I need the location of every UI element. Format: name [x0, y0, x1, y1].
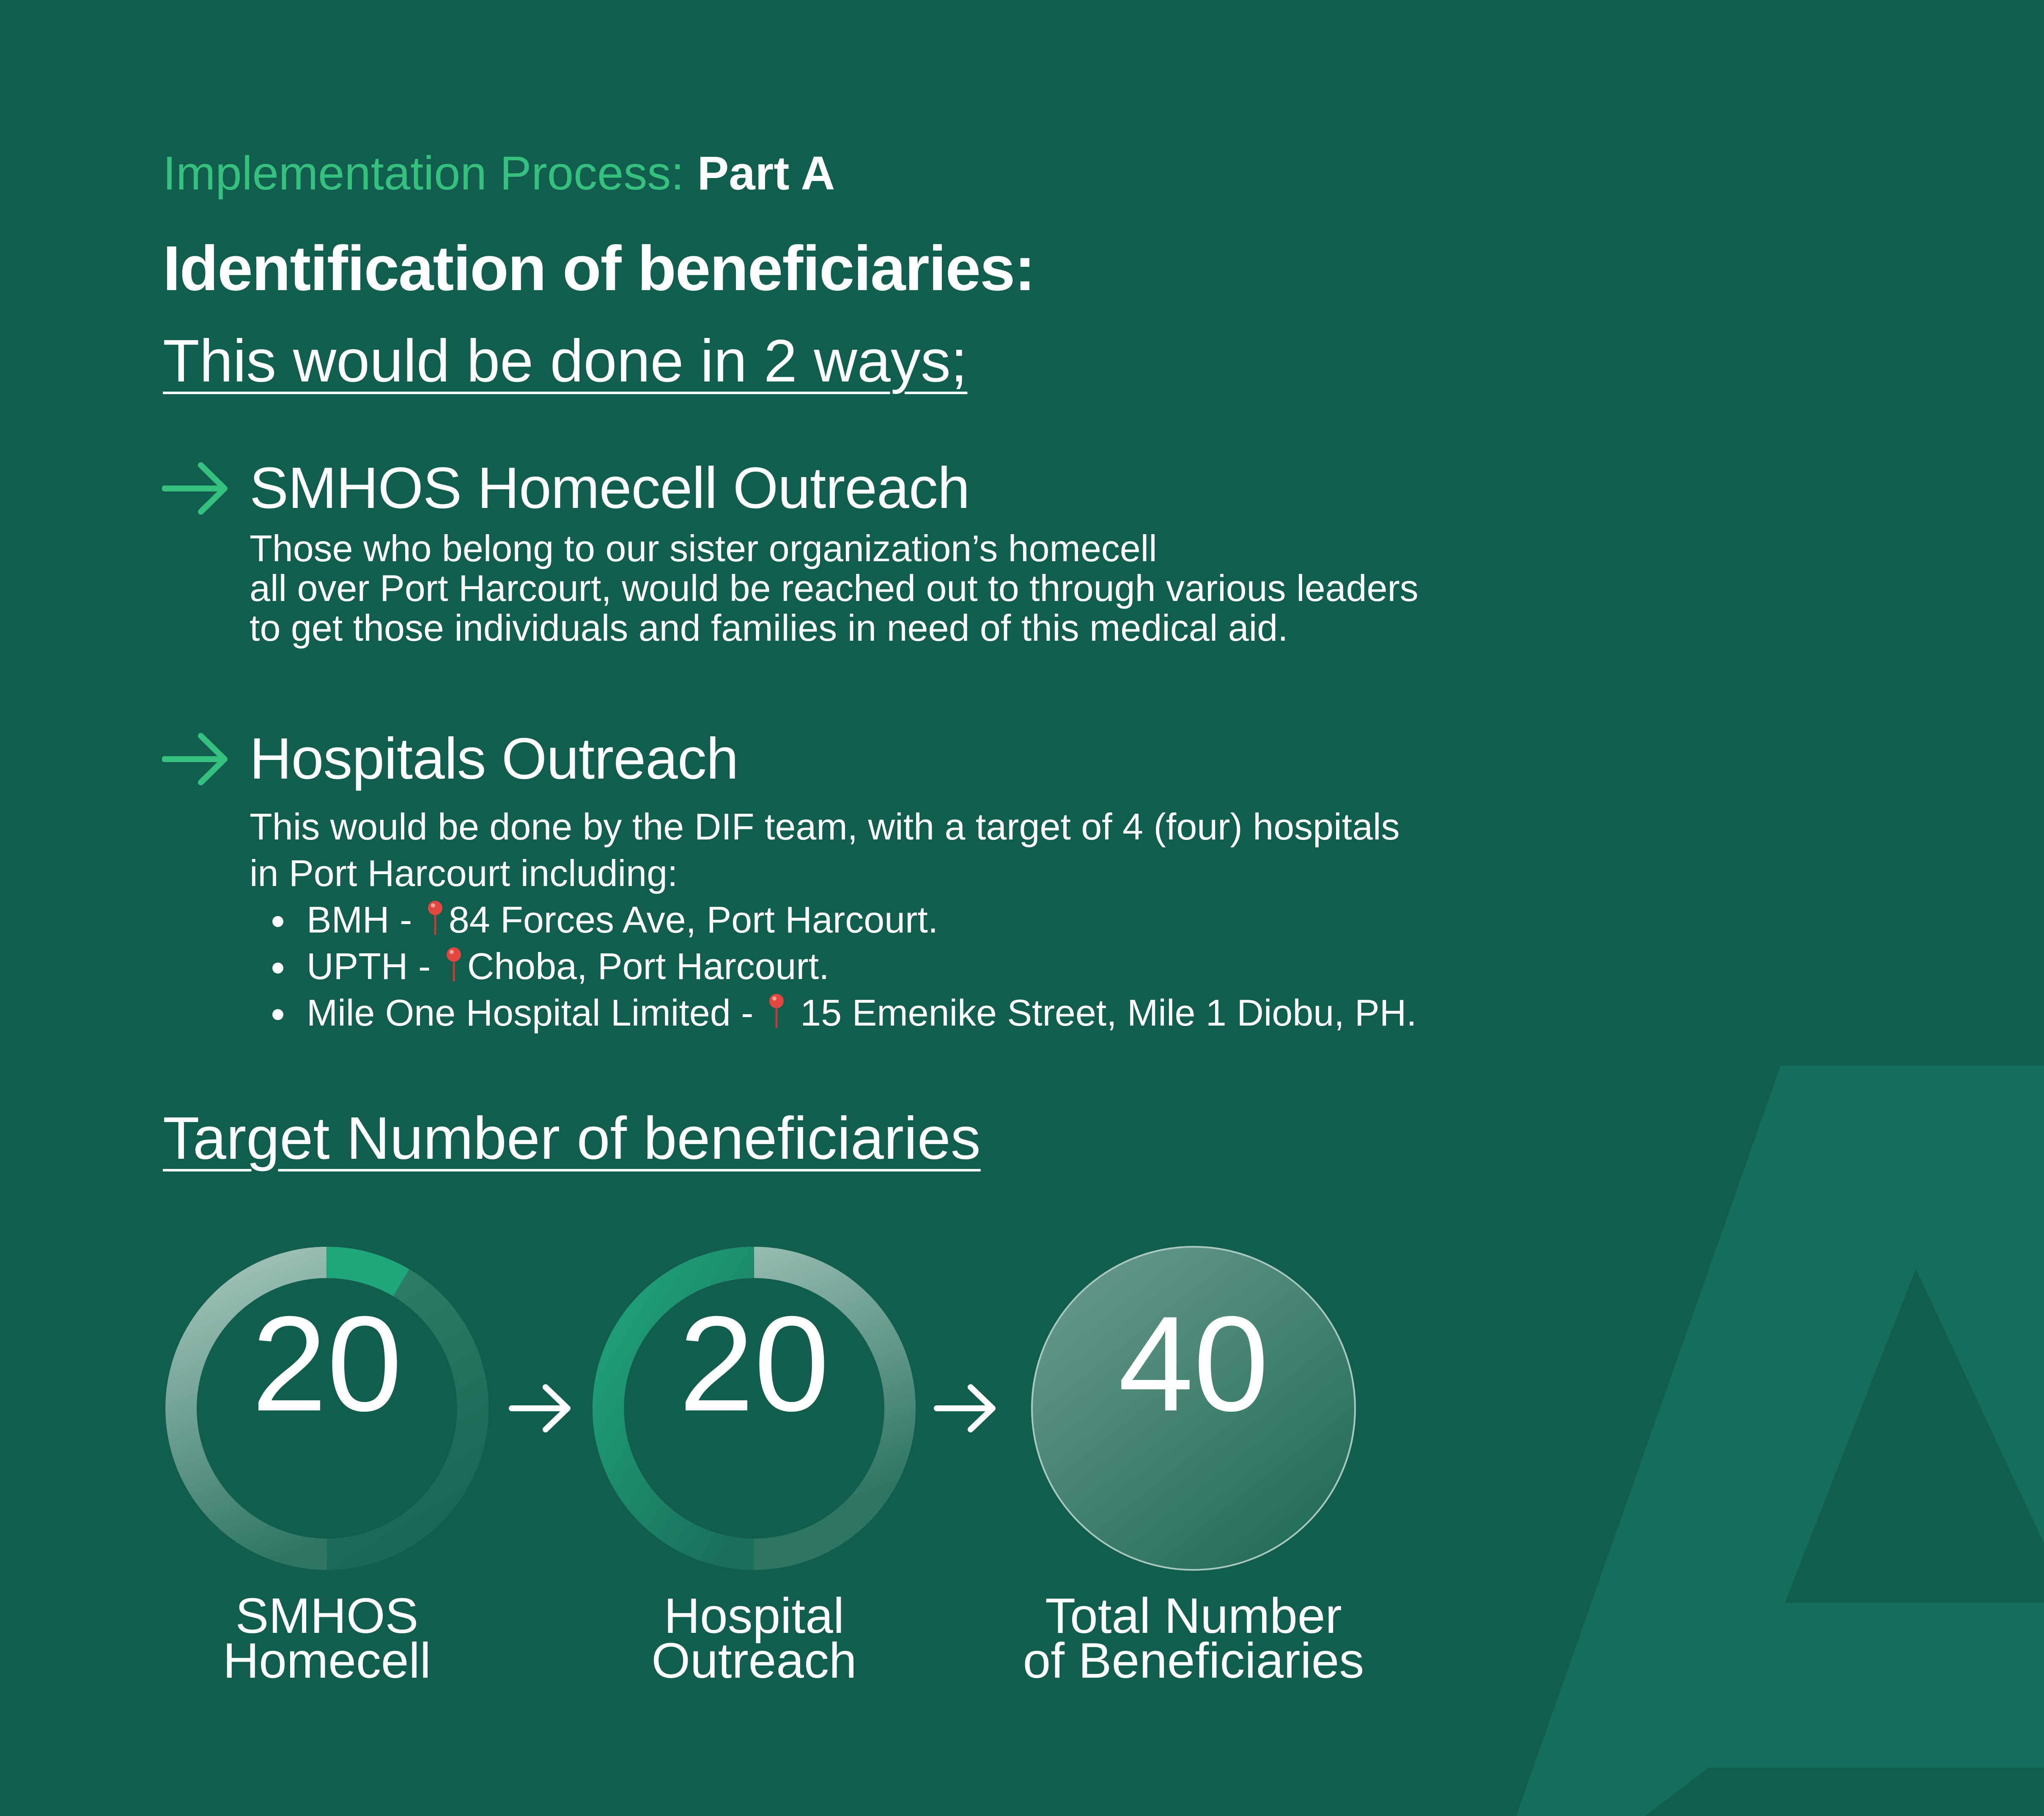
- stat-value-homecell: 20: [252, 1288, 402, 1439]
- description-line: to get those individuals and families in need of this medical aid.: [250, 607, 1288, 649]
- stat-label-total: [982, 1588, 1405, 1689]
- hospital-name: UPTH -: [307, 945, 441, 987]
- way-title-homecell: SMHOS Homecell Outreach: [250, 455, 970, 521]
- hospital-name: Mile One Hospital Limited -: [307, 992, 764, 1034]
- way-title-hospitals: Hospitals Outreach: [250, 726, 738, 791]
- hospital-address: 84 Forces Ave, Port Harcourt.: [448, 899, 938, 941]
- ring-accent-arc: [327, 1262, 401, 1283]
- stat-label-line: SMHOS: [235, 1588, 419, 1644]
- stat-label-line: Total Number: [1045, 1588, 1342, 1644]
- description-line: all over Port Harcourt, would be reached out to through various leaders: [250, 567, 1418, 609]
- arrow-right-icon: [937, 1387, 993, 1429]
- stat-value-total: 40: [1118, 1288, 1269, 1439]
- stat-label-hospital: [585, 1588, 923, 1689]
- description-line: Those who belong to our sister organization’s homecell: [250, 527, 1157, 569]
- description-line: This would be done by the DIF team, with a target of 4 (four) hospitals: [250, 806, 1400, 848]
- stat-label-line: Hospital: [664, 1588, 845, 1644]
- page-title: Identification of beneficiaries:: [163, 233, 1035, 304]
- hospital-address: Choba, Port Harcourt.: [467, 945, 829, 987]
- hospital-address: 15 Emenike Street, Mile 1 Diobu, PH.: [790, 992, 1417, 1034]
- ways-subtitle: This would be done in 2 ways;: [163, 327, 968, 395]
- hospital-name: BMH -: [307, 899, 423, 941]
- eyebrow-part: Part A: [697, 147, 835, 200]
- stat-value-hospital: 20: [679, 1288, 829, 1439]
- stat-label-homecell: [158, 1588, 496, 1689]
- description-line: in Port Harcourt including:: [250, 852, 678, 894]
- eyebrow-prefix: Implementation Process:: [163, 147, 697, 200]
- arrow-right-icon: [512, 1387, 568, 1429]
- stat-label-line: Outreach: [651, 1633, 857, 1689]
- stat-label-line: of Beneficiaries: [1023, 1633, 1364, 1689]
- target-title: Target Number of beneficiaries: [163, 1105, 981, 1172]
- stat-label-line: Homecell: [223, 1633, 431, 1689]
